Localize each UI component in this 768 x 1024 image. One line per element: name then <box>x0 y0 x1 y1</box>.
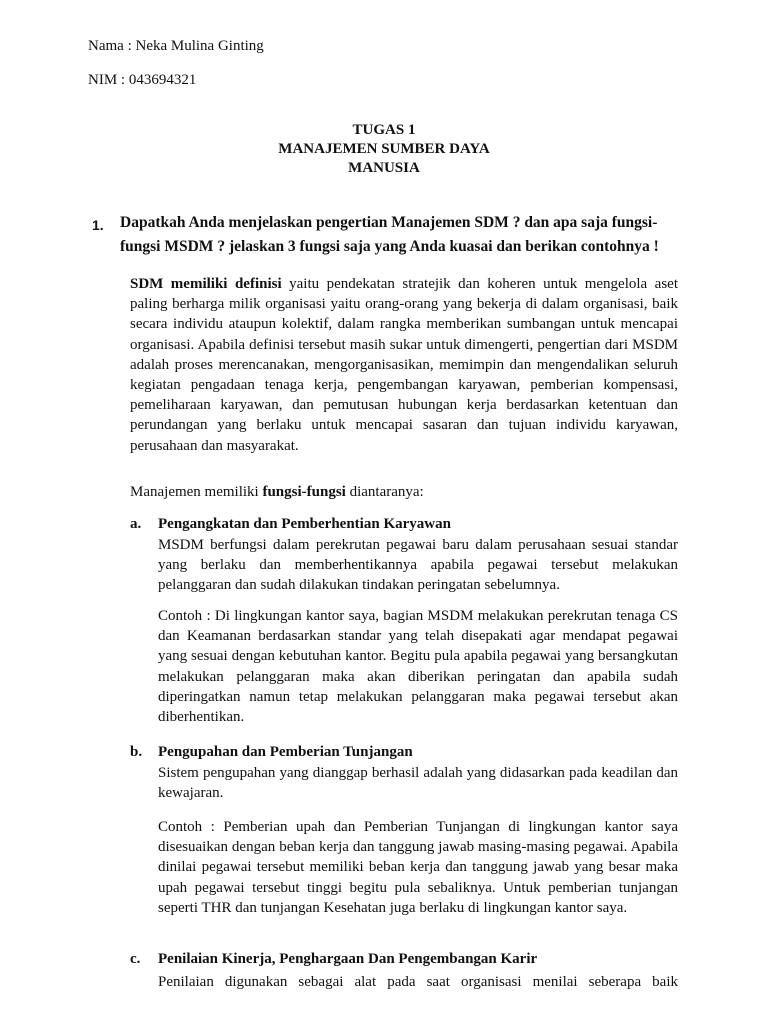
item-a-example: Contoh : Di lingkungan kantor saya, bagian MSDM melakukan perekrutan tenaga CS dan Keamanan berdasarkan standar yang telah disepakati agar mendapat pegawai yang sesuai dengan kebutuhan kantor. Begitu pula apabila pegawai yang bersangkutan melakukan pelanggaran maka akan diberikan peringatan dan apabila sudah diperingatkan namun tetap melakukan pelanggaran maka pegawai tersebut akan diberhentikan. <box>158 608 678 726</box>
item-b-letter: b. <box>130 744 143 760</box>
item-a-heading: Pengangkatan dan Pemberhentian Karyawan <box>158 516 451 532</box>
item-c-heading: Penilaian Kinerja, Penghargaan Dan Pengembangan Karir <box>158 951 538 967</box>
item-c-letter: c. <box>130 951 141 967</box>
item-a-letter: a. <box>130 516 142 532</box>
question-text: Dapatkah Anda menjelaskan pengertian Manajemen SDM ? dan apa saja fungsi-fungsi MSDM ? jelaskan 3 fungsi saja yang Anda kuasai dan berikan contohnya ! <box>120 214 659 255</box>
doc-title <box>0 121 768 178</box>
item-b-desc: Sistem pengupahan yang dianggap berhasil adalah yang didasarkan pada keadilan dan kewajaran. <box>158 765 678 802</box>
title-line-2: MANAJEMEN SUMBER DAYA <box>278 141 490 157</box>
item-a-desc: MSDM berfungsi dalam perekrutan pegawai baru dalam perusahaan sesuai standar yang berlaku dan memberhentikannya apabila pegawai tersebut melakukan pelanggaran dan sudah dilakukan tindakan peringatan sebelumnya. <box>158 537 678 594</box>
functions-intro-after: diantaranya: <box>345 484 424 500</box>
functions-intro-bold: fungsi-fungsi <box>262 484 346 500</box>
definition-body: yaitu pendekatan stratejik dan koheren untuk mengelola aset paling berharga milik organisasi yaitu orang-orang yang bekerja di dalam organisasi, baik secara individu ataupun kolektif, dalam rangka memberikan sumbangan untuk mencapai organisasi. Apabila definisi tersebut masih sukar untuk dimengerti, pengertian dari MSDM adalah proses merencanakan, mengorganisasikan, memimpin dan mengendalikan seluruh kegiatan pengadaan tenaga kerja, pengembangan karyawan, pemberian kompensasi, pemeliharaan karyawan, dan pemutusan hubungan kerja berdasarkan ketentuan dan perundangan yang berlaku untuk mencapai sasaran dan tujuan individu karyawan, perusahaan dan masyarakat. <box>130 276 679 454</box>
question-number: 1. <box>92 217 104 233</box>
title-line-3: MANUSIA <box>348 160 420 176</box>
item-b-example: Contoh : Pemberian upah dan Pemberian Tunjangan di lingkungan kantor saya disesuaikan dengan beban kerja dan tanggung jawab masing-masing pegawai. Apabila dinilai pegawai tersebut memiliki beban kerja dan tanggung jawab yang besar maka upah pegawai tersebut tinggi begitu pula sebaliknya. Untuk pemberian tunjangan seperti THR dan tunjangan Kesehatan juga berlaku di lingkungan kantor saya. <box>158 819 678 916</box>
functions-intro-before: Manajemen memiliki <box>130 484 263 500</box>
definition-paragraph <box>130 274 678 456</box>
functions-intro <box>130 482 678 502</box>
item-c-desc: Penilaian digunakan sebagai alat pada saat organisasi menilai seberapa baik <box>158 974 678 990</box>
item-b-heading: Pengupahan dan Pemberian Tunjangan <box>158 744 413 760</box>
student-nim: NIM : 043694321 <box>88 72 197 88</box>
title-line-1: TUGAS 1 <box>352 122 416 138</box>
student-name: Nama : Neka Mulina Ginting <box>88 38 264 54</box>
definition-lead: SDM memiliki definisi <box>130 276 282 292</box>
